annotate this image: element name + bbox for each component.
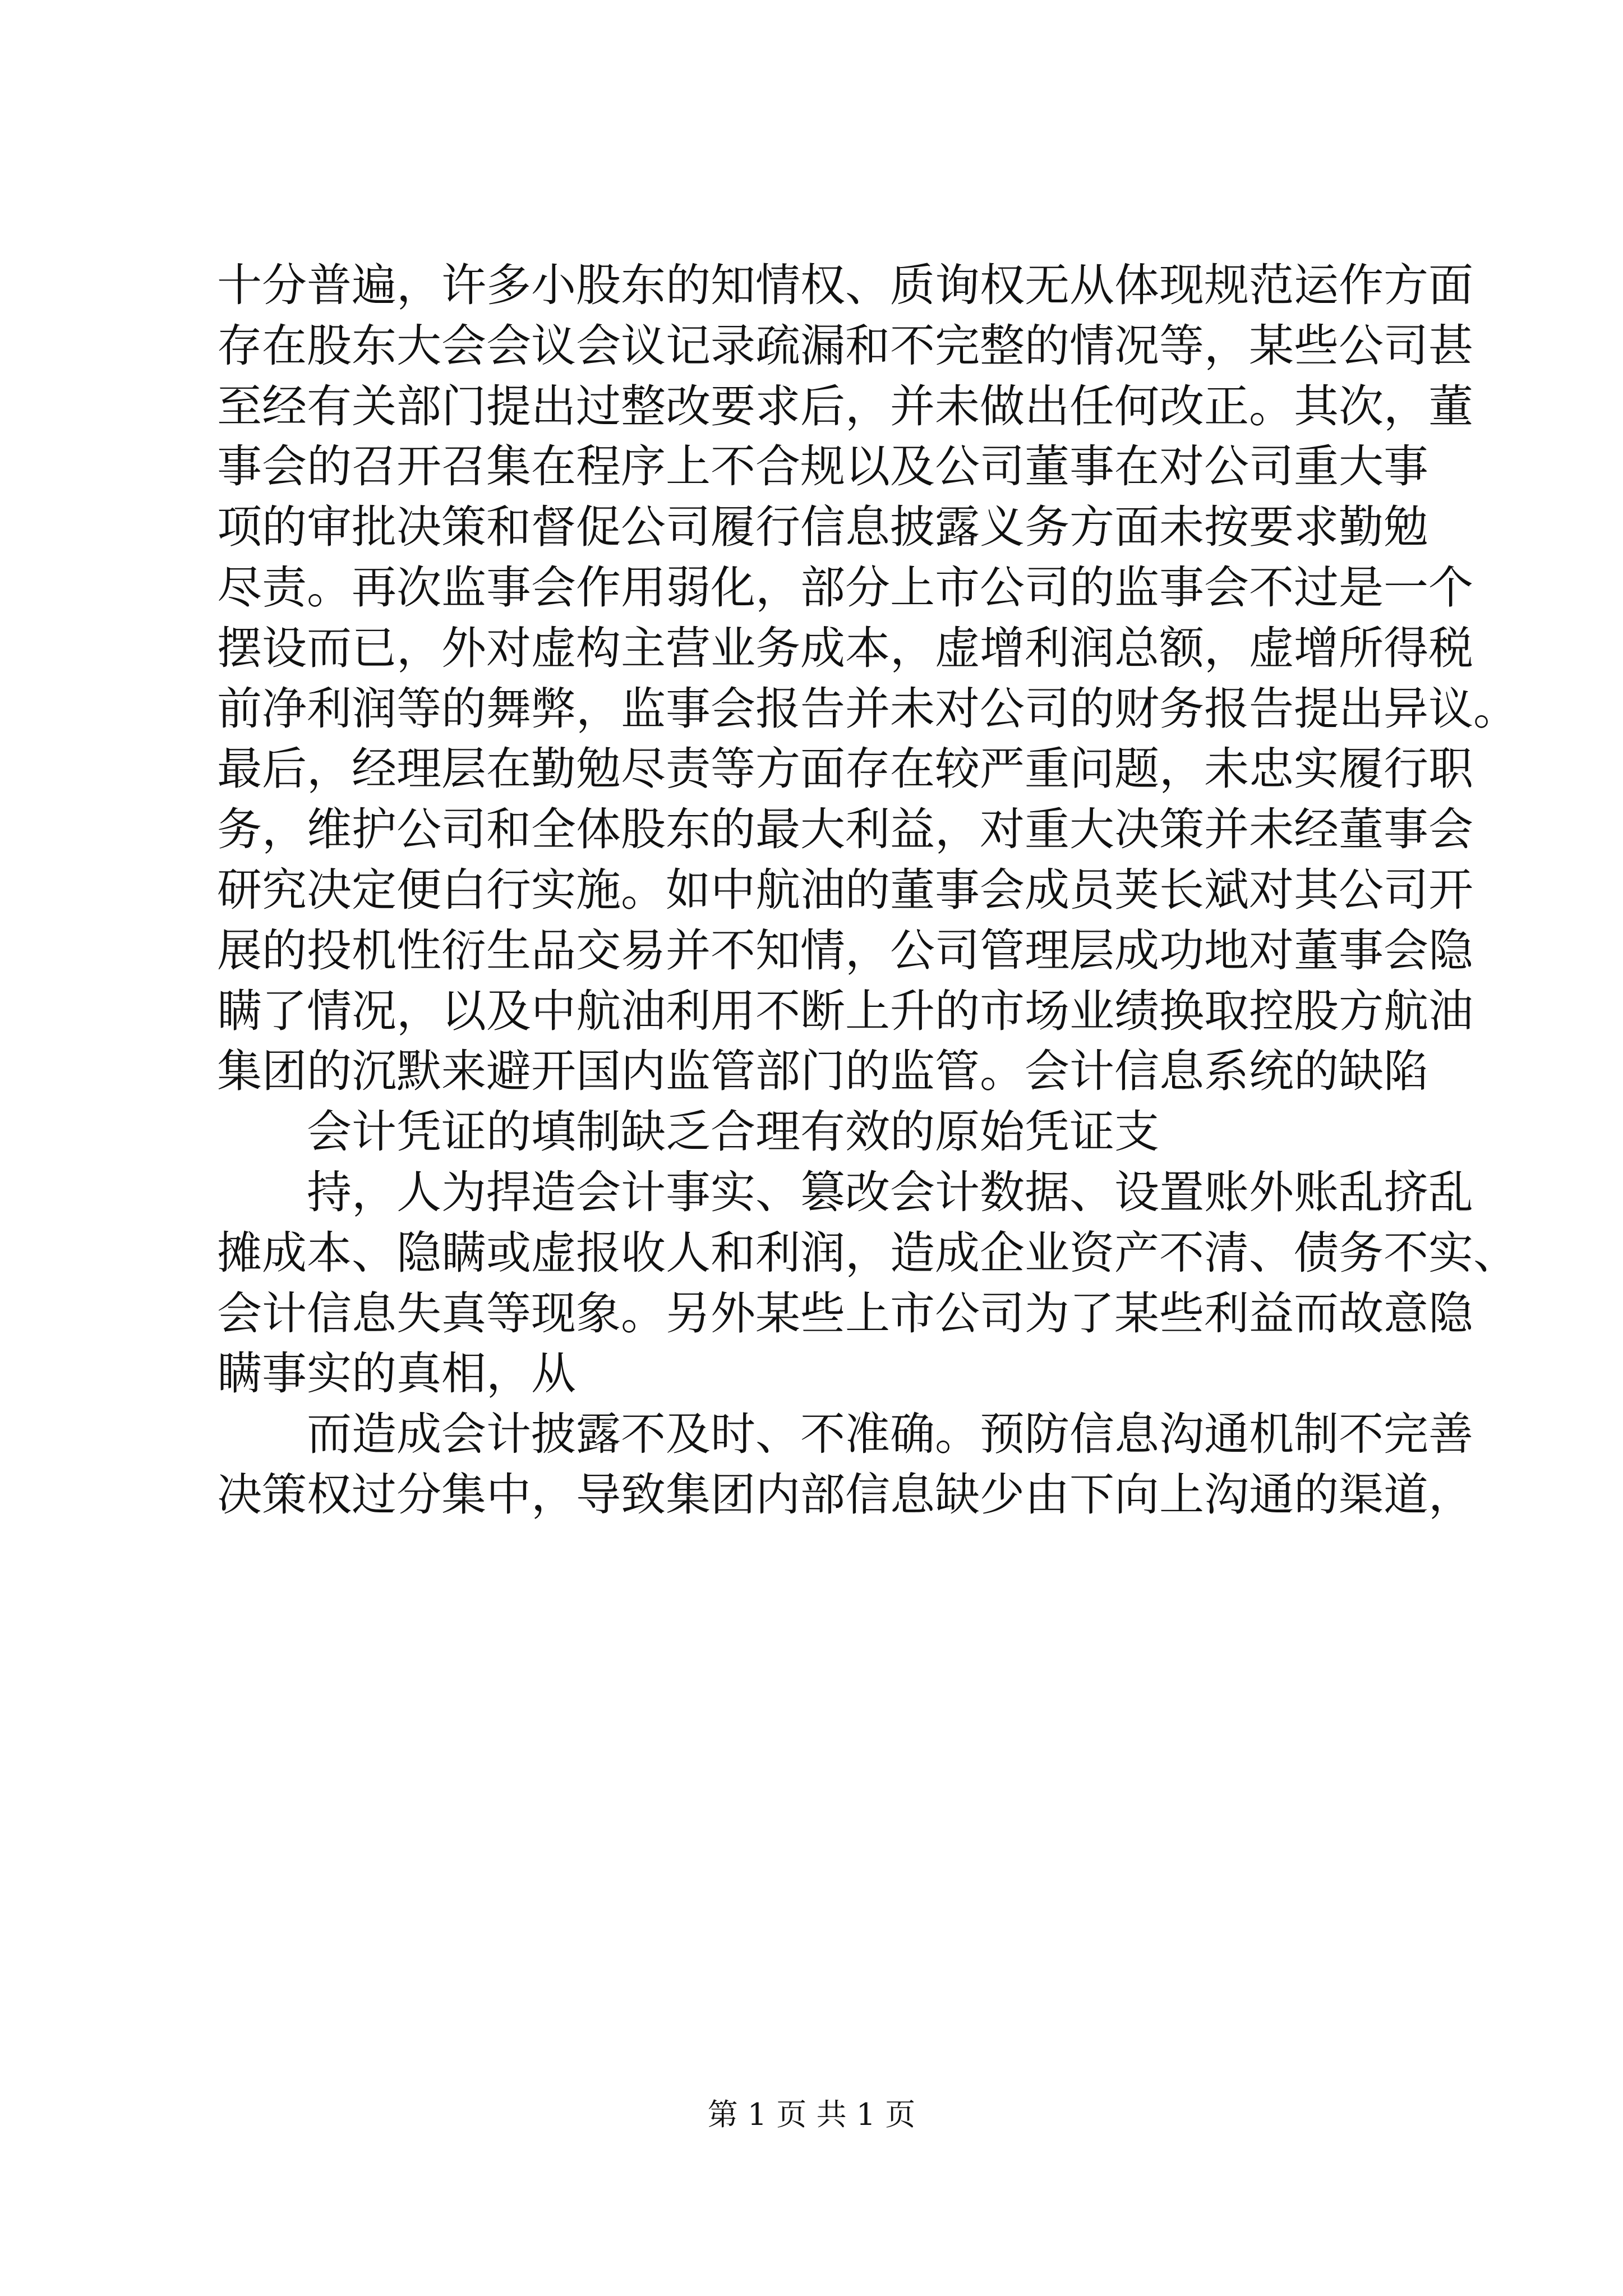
text-line: 研究决定便白行实施。如中航油的董事会成员荚长斌对其公司开	[217, 863, 1473, 916]
text-line: 尽责。再次监事会作用弱化，部分上市公司的监事会不过是一个	[217, 561, 1473, 614]
text-line: 项的审批决策和督促公司履行信息披露义务方面未按要求勤勉	[217, 501, 1428, 554]
text-line: 会计凭证的填制缺乏合理有效的原始凭证支	[307, 1106, 1159, 1158]
text-line: 持，人为捍造会计事实、篡改会计数据、设置账外账乱挤乱	[307, 1166, 1473, 1218]
text-line: 事会的召开召集在程序上不合规以及公司董事在对公司重大事	[217, 440, 1428, 493]
page-footer	[0, 2095, 1623, 2134]
text-line: 会计信息失真等现象。另外某些上市公司为了某些利益而故意隐	[217, 1287, 1473, 1340]
text-line: 十分普遍，许多小股东的知情权、质询权无从体现规范运作方面	[217, 259, 1473, 311]
text-line: 瞒了情况，以及中航油利用不断上升的市场业绩换取控股方航油	[217, 984, 1473, 1037]
page-number-label: 第 1 页 共 1 页	[707, 2097, 916, 2132]
text-line: 摆设而已，外对虚构主营业务成本，虚增利润总额，虚增所得税	[217, 622, 1473, 674]
text-line: 存在股东大会会议会议记录疏漏和不完整的情况等，某些公司甚	[217, 319, 1473, 372]
text-line: 瞒事实的真相，从	[217, 1347, 576, 1400]
text-line: 前净利润等的舞弊，监事会报告并未对公司的财务报告提出异议。	[217, 682, 1518, 735]
text-line: 摊成本、隐瞒或虚报收人和利润，造成企业资产不清、债务不实、	[217, 1226, 1518, 1279]
text-line: 而造成会计披露不及时、不准确。预防信息沟通机制不完善	[307, 1408, 1473, 1461]
body-text	[217, 255, 1518, 1525]
text-line: 至经有关部门提出过整改要求后，并未做出任何改正。其次，董	[217, 380, 1473, 432]
text-line: 务，维护公司和全体股东的最大利益，对重大决策并未经董事会	[217, 803, 1473, 856]
text-line: 决策权过分集中，导致集团内部信息缺少由下向上沟通的渠道，	[217, 1468, 1473, 1521]
text-line: 展的投机性衍生品交易并不知情，公司管理层成功地对董事会隐	[217, 924, 1473, 977]
text-line: 集团的沉默来避开国内监管部门的监管。会计信息系统的缺陷	[217, 1045, 1428, 1098]
text-line: 最后，经理层在勤勉尽责等方面存在较严重问题，未忠实履行职	[217, 743, 1473, 795]
